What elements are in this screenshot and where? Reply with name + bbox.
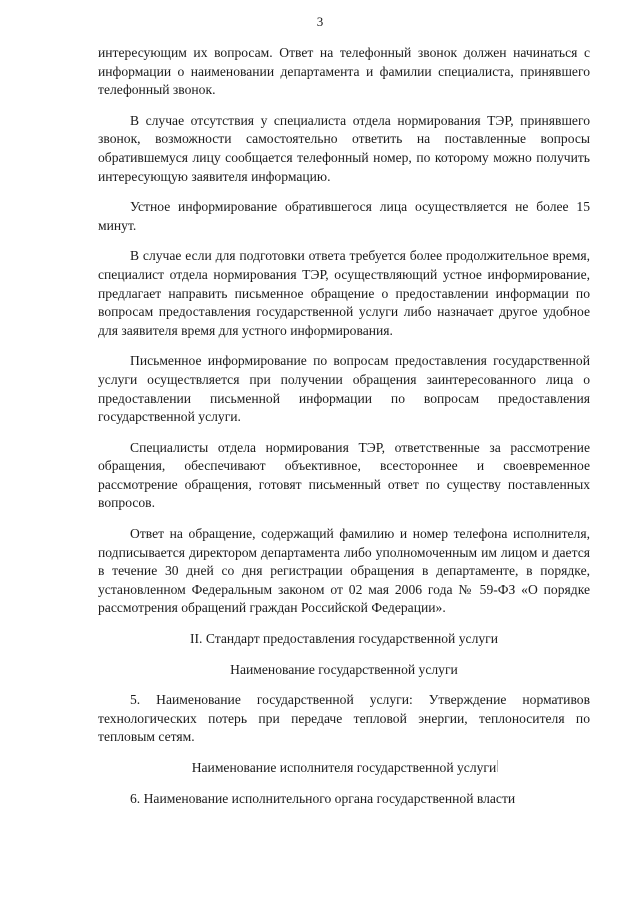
- paragraph-specialists: Специалисты отдела нормирования ТЭР, ответственные за рассмотрение обращения, обеспечивают объективное, всестороннее и своевременное рассмотрение обращения, готовят письменный ответ по существу поставленных вопросов.: [98, 439, 590, 511]
- section-title: II. Стандарт предоставления государственной услуги: [189, 631, 498, 647]
- page-number: 3: [316, 14, 324, 29]
- scan-artifact-line: [497, 760, 498, 772]
- paragraph-longer-time: В случае если для подготовки ответа требуется более продолжительное время, специалист отдела нормирования ТЭР, осуществляющий устное информирование, предлагает направить письменное обращение о предоставлении информации по вопросам предоставления государственной услуги либо назначает другое удобное для заявителя время для устного информирования.: [98, 248, 590, 338]
- document-body: [98, 44, 590, 820]
- paragraph-absent-specialist: В случае отсутствия у специалиста отдела нормирования ТЭР, принявшего звонок, возможности самостоятельно ответить на поставленные вопросы обратившемуся лицу сообщается телефонный номер, по которому можно получить интересующую заявителя информацию.: [98, 112, 590, 184]
- subheading-service-name: Наименование государственной услуги: [230, 661, 458, 677]
- paragraph-oral-duration: Устное информирование обратившегося лица осуществляется не более 15 минут.: [98, 199, 590, 233]
- paragraph-6: 6. Наименование исполнительного органа государственной власти: [130, 790, 516, 806]
- paragraph-5: 5. Наименование государственной услуги: Утверждение нормативов технологических потерь при передаче тепловой энергии, теплоносителя по тепловым сетям.: [98, 692, 590, 745]
- paragraph-written-info: Письменное информирование по вопросам предоставления государственной услуги осуществляется при получении обращения заинтересованного лица о предоставлении письменной информации по вопросам предоставления государственной услуги.: [98, 353, 590, 425]
- paragraph-continuation: интересующим их вопросам. Ответ на телефонный звонок должен начинаться с информации о наименовании департамента и фамилии специалиста, принявшего телефонный звонок.: [98, 45, 590, 98]
- paragraph-response: Ответ на обращение, содержащий фамилию и номер телефона исполнителя, подписывается директором департамента либо уполномоченным им лицом и дается в течение 30 дней со дня регистрации обращения в департаменте, в порядке, установленном Федеральным законом от 02 мая 2006 года № 59-ФЗ «О порядке рассмотрения обращений граждан Российской Федерации».: [98, 526, 590, 616]
- subheading-executor-name: Наименование исполнителя государственной услуги: [191, 760, 497, 775]
